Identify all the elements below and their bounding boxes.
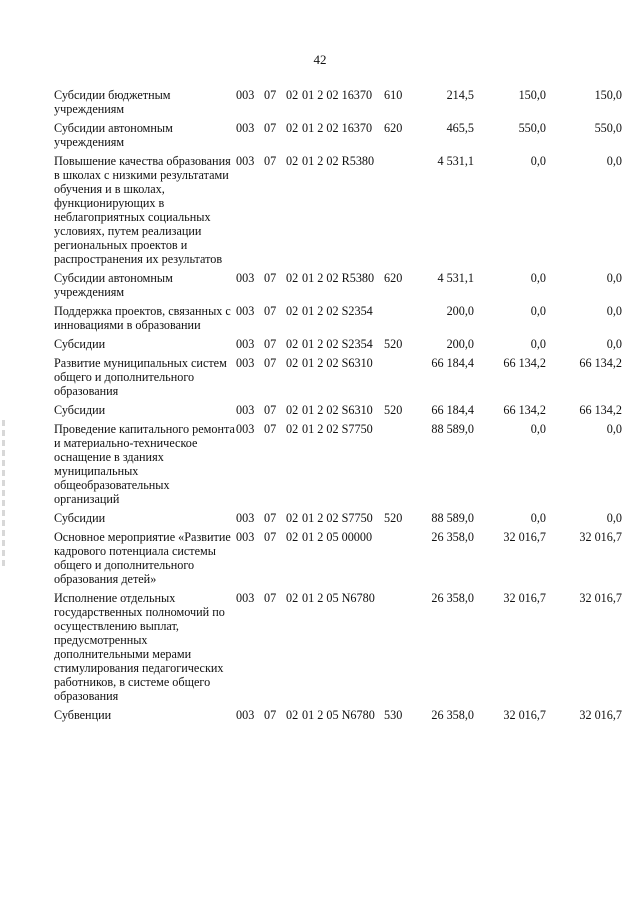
target-article-code: 01 2 05 00000 <box>302 530 373 544</box>
subsection-code: 02 <box>286 304 299 318</box>
amount-year-1: 26 358,0 <box>431 530 474 544</box>
amount-year-2: 66 134,2 <box>503 356 546 370</box>
row-name: Исполнение отдельных государственных полномочий по осуществлению выплат, предусмотренных дополнительными мерами стимулирования педагогических работников, в системе общего образования <box>54 591 225 703</box>
section-code: 07 <box>264 154 277 168</box>
subsection-code: 02 <box>286 591 299 605</box>
target-article-code: 01 2 05 N6780 <box>302 591 375 605</box>
table-row <box>54 708 622 727</box>
row-name: Повышение качества образования в школах с низкими результатами обучения и в школах, функционирующих в неблагоприятных социальных условиях, путем реализации региональных проектов и распространения их результатов <box>54 154 231 266</box>
amount-year-3: 0,0 <box>606 154 622 168</box>
subsection-code: 02 <box>286 337 299 351</box>
section-code: 07 <box>264 403 277 417</box>
amount-year-1: 88 589,0 <box>431 422 474 436</box>
expense-type-code <box>384 356 408 403</box>
row-name: Поддержка проектов, связанных с инновациями в образовании <box>54 304 231 332</box>
table-row <box>54 403 622 422</box>
amount-year-1: 66 184,4 <box>431 356 474 370</box>
subsection-code: 02 <box>286 88 299 102</box>
row-name: Развитие муниципальных систем общего и дополнительного образования <box>54 356 227 398</box>
section-code: 07 <box>264 304 277 318</box>
row-name: Субсидии автономным учреждениям <box>54 271 173 299</box>
amount-year-1: 200,0 <box>446 337 474 351</box>
amount-year-2: 0,0 <box>530 304 546 318</box>
row-name: Проведение капитального ремонта и материально-техническое оснащение в зданиях муниципальных общеобразовательных организаций <box>54 422 235 506</box>
expense-type-code <box>384 422 408 511</box>
amount-year-2: 0,0 <box>530 271 546 285</box>
admin-code: 003 <box>236 337 255 351</box>
admin-code: 003 <box>236 511 255 525</box>
table-row <box>54 88 622 121</box>
admin-code: 003 <box>236 356 255 370</box>
amount-year-3: 0,0 <box>606 271 622 285</box>
subsection-code: 02 <box>286 708 299 722</box>
admin-code: 003 <box>236 591 255 605</box>
amount-year-1: 26 358,0 <box>431 591 474 605</box>
target-article-code: 01 2 02 S7750 <box>302 511 373 525</box>
amount-year-1: 66 184,4 <box>431 403 474 417</box>
table-row <box>54 337 622 356</box>
amount-year-2: 32 016,7 <box>503 708 546 722</box>
expense-type-code <box>384 591 408 708</box>
target-article-code: 01 2 02 16370 <box>302 121 373 135</box>
expense-type-code: 520 <box>384 337 403 351</box>
row-name: Субсидии <box>54 511 106 525</box>
amount-year-2: 0,0 <box>530 422 546 436</box>
amount-year-3: 150,0 <box>594 88 622 102</box>
amount-year-3: 32 016,7 <box>579 708 622 722</box>
expense-type-code: 530 <box>384 708 403 722</box>
row-name: Субвенции <box>54 708 112 722</box>
amount-year-1: 26 358,0 <box>431 708 474 722</box>
section-code: 07 <box>264 121 277 135</box>
expense-type-code <box>384 304 408 337</box>
target-article-code: 01 2 02 S2354 <box>302 304 373 318</box>
target-article-code: 01 2 02 S2354 <box>302 337 373 351</box>
amount-year-3: 0,0 <box>606 422 622 436</box>
admin-code: 003 <box>236 88 255 102</box>
section-code: 07 <box>264 88 277 102</box>
subsection-code: 02 <box>286 511 299 525</box>
table-row <box>54 422 622 511</box>
expense-type-code: 610 <box>384 88 403 102</box>
expense-type-code: 620 <box>384 121 403 135</box>
table-row <box>54 530 622 591</box>
admin-code: 003 <box>236 422 255 436</box>
section-code: 07 <box>264 337 277 351</box>
amount-year-2: 550,0 <box>518 121 546 135</box>
section-code: 07 <box>264 422 277 436</box>
amount-year-1: 214,5 <box>446 88 474 102</box>
subsection-code: 02 <box>286 422 299 436</box>
row-name: Субсидии бюджетным учреждениям <box>54 88 171 116</box>
expense-type-code <box>384 154 408 271</box>
budget-rows <box>54 88 622 727</box>
table-row <box>54 356 622 403</box>
amount-year-3: 66 134,2 <box>579 356 622 370</box>
expense-type-code <box>384 530 408 591</box>
amount-year-2: 0,0 <box>530 154 546 168</box>
row-name: Субсидии <box>54 337 106 351</box>
amount-year-3: 0,0 <box>606 304 622 318</box>
amount-year-2: 0,0 <box>530 337 546 351</box>
table-row <box>54 271 622 304</box>
subsection-code: 02 <box>286 154 299 168</box>
subsection-code: 02 <box>286 403 299 417</box>
amount-year-2: 66 134,2 <box>503 403 546 417</box>
target-article-code: 01 2 02 16370 <box>302 88 373 102</box>
table-row <box>54 511 622 530</box>
row-name: Субсидии <box>54 403 106 417</box>
table-row <box>54 304 622 337</box>
budget-table <box>54 88 622 727</box>
amount-year-3: 66 134,2 <box>579 403 622 417</box>
amount-year-3: 32 016,7 <box>579 591 622 605</box>
amount-year-2: 0,0 <box>530 511 546 525</box>
admin-code: 003 <box>236 154 255 168</box>
amount-year-3: 32 016,7 <box>579 530 622 544</box>
target-article-code: 01 2 02 S6310 <box>302 356 373 370</box>
amount-year-1: 200,0 <box>446 304 474 318</box>
expense-type-code: 620 <box>384 271 403 285</box>
admin-code: 003 <box>236 271 255 285</box>
scan-margin-mark <box>2 420 5 570</box>
expense-type-code: 520 <box>384 511 403 525</box>
section-code: 07 <box>264 530 277 544</box>
amount-year-1: 88 589,0 <box>431 511 474 525</box>
amount-year-2: 32 016,7 <box>503 530 546 544</box>
section-code: 07 <box>264 356 277 370</box>
section-code: 07 <box>264 511 277 525</box>
amount-year-3: 550,0 <box>594 121 622 135</box>
row-name: Основное мероприятие «Развитие кадрового потенциала системы общего и дополнительного образования детей» <box>54 530 231 586</box>
target-article-code: 01 2 02 R5380 <box>302 154 375 168</box>
amount-year-3: 0,0 <box>606 337 622 351</box>
admin-code: 003 <box>236 403 255 417</box>
page-number: 42 <box>313 52 327 67</box>
amount-year-3: 0,0 <box>606 511 622 525</box>
subsection-code: 02 <box>286 530 299 544</box>
target-article-code: 01 2 02 S7750 <box>302 422 373 436</box>
amount-year-1: 4 531,1 <box>437 154 474 168</box>
amount-year-2: 150,0 <box>518 88 546 102</box>
subsection-code: 02 <box>286 356 299 370</box>
table-row <box>54 591 622 708</box>
admin-code: 003 <box>236 121 255 135</box>
table-row <box>54 121 622 154</box>
table-row <box>54 154 622 271</box>
expense-type-code: 520 <box>384 403 403 417</box>
row-name: Субсидии автономным учреждениям <box>54 121 173 149</box>
section-code: 07 <box>264 271 277 285</box>
amount-year-1: 465,5 <box>446 121 474 135</box>
subsection-code: 02 <box>286 271 299 285</box>
target-article-code: 01 2 02 S6310 <box>302 403 373 417</box>
admin-code: 003 <box>236 708 255 722</box>
section-code: 07 <box>264 591 277 605</box>
section-code: 07 <box>264 708 277 722</box>
target-article-code: 01 2 02 R5380 <box>302 271 375 285</box>
amount-year-2: 32 016,7 <box>503 591 546 605</box>
admin-code: 003 <box>236 530 255 544</box>
amount-year-1: 4 531,1 <box>437 271 474 285</box>
admin-code: 003 <box>236 304 255 318</box>
subsection-code: 02 <box>286 121 299 135</box>
target-article-code: 01 2 05 N6780 <box>302 708 375 722</box>
